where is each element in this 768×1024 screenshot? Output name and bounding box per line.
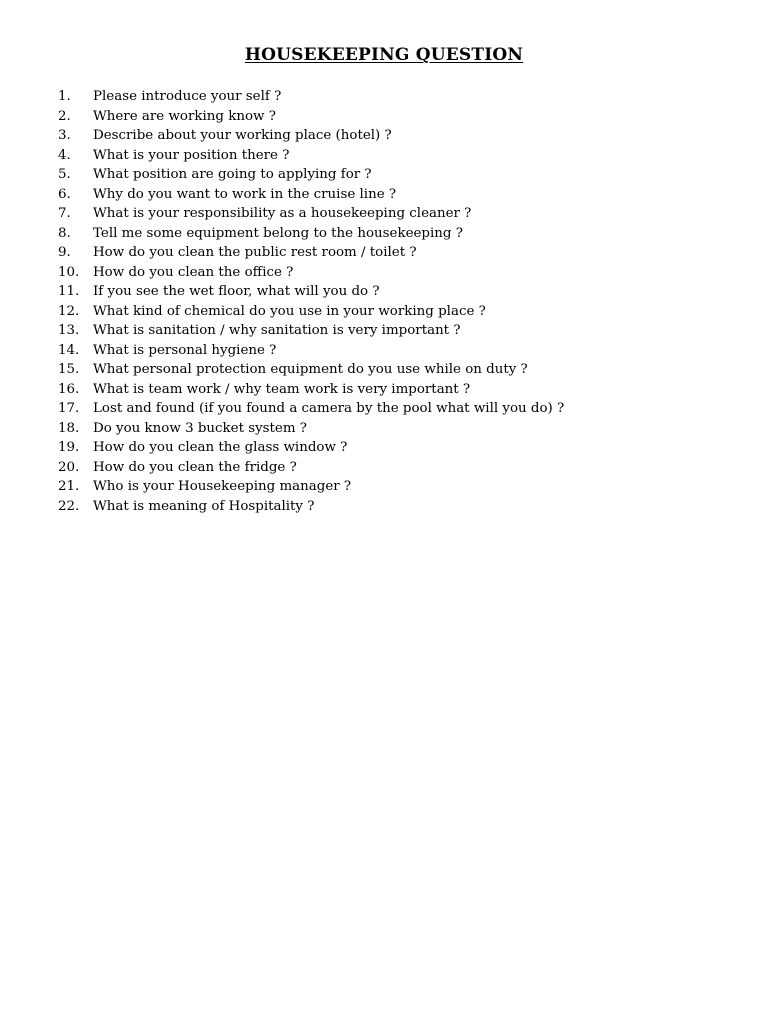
question-item [58, 204, 564, 224]
question-item [58, 146, 564, 166]
question-number: 14. [58, 342, 80, 358]
question-number: 18. [58, 420, 80, 436]
question-item [58, 360, 564, 380]
question-text: How do you clean the glass window ? [93, 440, 348, 455]
question-text: What is team work / why team work is very important ? [93, 381, 471, 397]
question-item [58, 87, 564, 107]
question-number: 3. [58, 128, 71, 143]
question-item [58, 380, 564, 400]
question-item [58, 185, 564, 205]
question-item [58, 302, 564, 322]
question-item [58, 263, 564, 283]
question-text: Describe about your working place (hotel) ? [93, 128, 392, 143]
question-text: What is personal hygiene ? [93, 342, 277, 358]
question-item [58, 438, 564, 458]
question-number: 19. [58, 440, 80, 455]
question-item [58, 497, 564, 517]
question-number: 20. [58, 459, 80, 475]
question-text: Tell me some equipment belong to the housekeeping ? [93, 225, 463, 241]
question-text: Why do you want to work in the cruise line ? [93, 186, 397, 202]
question-item [58, 321, 564, 341]
question-number: 6. [58, 186, 71, 202]
question-text: What position are going to applying for ? [93, 167, 372, 182]
question-item [58, 419, 564, 439]
question-text: If you see the wet floor, what will you do ? [93, 284, 380, 299]
question-item [58, 126, 564, 146]
question-number: 4. [58, 147, 71, 163]
question-text: How do you clean the office ? [93, 264, 294, 280]
question-number: 12. [58, 303, 80, 319]
question-text: Do you know 3 bucket system ? [93, 420, 307, 436]
question-number: 5. [58, 167, 71, 182]
question-text: Please introduce your self ? [93, 89, 282, 104]
question-number: 11. [58, 284, 80, 299]
question-text: What is sanitation / why sanitation is very important ? [93, 323, 461, 338]
question-text: Where are working know ? [93, 108, 276, 124]
question-item [58, 243, 564, 263]
question-number: 22. [58, 498, 80, 514]
question-text: Lost and found (if you found a camera by the pool what will you do) ? [93, 401, 565, 416]
question-number: 8. [58, 225, 71, 241]
question-item [58, 477, 564, 497]
question-number: 13. [58, 323, 80, 338]
question-number: 21. [58, 479, 80, 494]
question-text: What is meaning of Hospitality ? [93, 498, 315, 514]
question-item [58, 224, 564, 244]
question-text: How do you clean the fridge ? [93, 459, 297, 475]
question-number: 2. [58, 108, 71, 124]
question-number: 15. [58, 362, 80, 377]
question-item [58, 399, 564, 419]
question-text: What kind of chemical do you use in your working place ? [93, 303, 486, 319]
question-item [58, 282, 564, 302]
question-number: 9. [58, 245, 71, 260]
question-number: 16. [58, 381, 80, 397]
question-text: Who is your Housekeeping manager ? [93, 479, 352, 494]
question-text: What is your responsibility as a housekeeping cleaner ? [93, 206, 472, 221]
question-number: 10. [58, 264, 80, 280]
question-item [58, 165, 564, 185]
question-item [58, 107, 564, 127]
question-item [58, 458, 564, 478]
question-number: 17. [58, 401, 80, 416]
question-list [58, 87, 564, 516]
question-number: 1. [58, 89, 71, 104]
question-text: What personal protection equipment do you use while on duty ? [93, 362, 528, 377]
question-number: 7. [58, 206, 71, 221]
question-item [58, 341, 564, 361]
document-title: HOUSEKEEPING QUESTION [244, 45, 524, 65]
question-text: How do you clean the public rest room / toilet ? [93, 245, 417, 260]
question-text: What is your position there ? [93, 147, 290, 163]
